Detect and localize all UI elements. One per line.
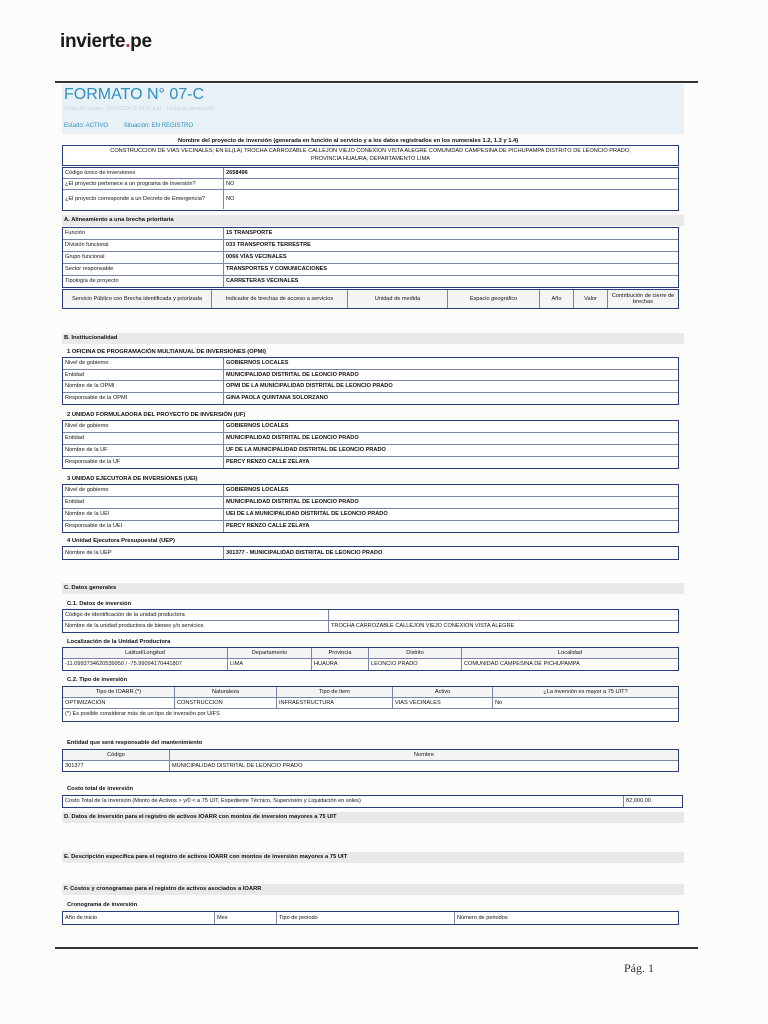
- table-row: [63, 761, 678, 772]
- cell: COMUNIDAD CAMPESINA DE PICHUPAMPA: [464, 661, 580, 668]
- header-cell: Latitud/Longitud: [63, 648, 228, 658]
- table-row: [63, 659, 678, 670]
- header-cell: Indicador de brechas de acceso a servicios: [212, 290, 348, 308]
- bottom-divider: [55, 947, 698, 949]
- row-value: MUNICIPALIDAD DISTRITAL DE LEONCIO PRADO: [226, 371, 359, 378]
- logo-prefix: invierte: [60, 31, 126, 52]
- header-cell: Nombre: [170, 750, 678, 760]
- uei-table: [62, 484, 679, 533]
- table-row: [63, 190, 678, 209]
- cell: HUAURA: [312, 659, 369, 670]
- section-f-header: F. Costos y cronogramas para el registro de activos asociados a IOARR: [62, 884, 684, 895]
- section-c-header: C. Datos generales: [62, 583, 684, 594]
- row-label: Nombre de la unidad productora de bienes y/o servicios: [63, 621, 329, 632]
- table-row: [63, 796, 682, 807]
- estado-text: Estado: ACTIVO: [64, 123, 109, 129]
- header-cell: Servicio Público con Brecha identificada y priorizada: [63, 290, 212, 308]
- table-row: [63, 276, 678, 287]
- table-row: [63, 687, 678, 698]
- header-cell: Código: [63, 750, 170, 760]
- row-value: NO: [226, 196, 235, 203]
- localizacion-title: Localización de la Unidad Productora: [67, 639, 171, 645]
- table-row: [63, 358, 678, 370]
- row-label: Responsable de la UEI: [63, 521, 224, 532]
- table-row: [63, 290, 678, 308]
- project-info-table: [62, 167, 679, 211]
- c1-table: [62, 609, 679, 633]
- header-cell: Tipo de ítem: [277, 687, 393, 697]
- mantenimiento-title: Entidad que será responsable del mantenimiento: [67, 740, 203, 746]
- row-value: 033 TRANSPORTE TERRESTRE: [226, 242, 311, 249]
- row-value: 2658496: [226, 169, 248, 176]
- row-label: Nivel de gobierno: [63, 485, 224, 496]
- cell: LEONCIO PRADO: [369, 659, 462, 670]
- table-row: [63, 457, 678, 468]
- row-value: PERCY RENZO CALLE ZELAYA: [226, 459, 310, 466]
- row-value: 301377 - MUNICIPALIDAD DISTRITAL DE LEONCIO PRADO: [226, 549, 383, 556]
- cell: CONSTRUCCION: [175, 698, 277, 708]
- opmi-table: [62, 357, 679, 405]
- cell: INFRAESTRUCTURA: [277, 698, 393, 708]
- row-label: Entidad: [63, 433, 224, 444]
- localizacion-table: [62, 647, 679, 671]
- section-d-header: D. Datos de inversión para el registro de activos IOARR con montos de inversion mayores a 75 UIT: [62, 812, 684, 823]
- c2-table: [62, 686, 679, 722]
- section-b-header: B. Institucionalidad: [62, 333, 684, 344]
- table-row: [63, 521, 678, 532]
- row-value: MUNICIPALIDAD DISTRITAL DE LEONCIO PRADO: [226, 499, 359, 506]
- row-label: Tipología de proyecto: [63, 276, 224, 287]
- project-name-line1: CONSTRUCCION DE VIAS VECINALES; EN EL(LA) TROCHA CARROZABLE CALLEJON VIEJO CONEXION VISTA ALEGRE COMUNIDAD CAMPESINA DE PICHUPAMPA DISTRITO DE LEONCIO PRADO,: [110, 148, 631, 154]
- uep-title: 4 Unidad Ejecutora Presupuestal (UEP): [67, 538, 175, 544]
- cell: Tipo de periodo: [277, 912, 455, 924]
- row-label: Entidad: [63, 497, 224, 508]
- table-row: [63, 497, 678, 509]
- table-row: [63, 698, 678, 709]
- row-value: TRANSPORTES Y COMUNICACIONES: [226, 266, 328, 273]
- row-value: MUNICIPALIDAD DISTRITAL DE LEONCIO PRADO: [226, 435, 359, 442]
- project-name-box: [62, 145, 679, 166]
- cell: Año de inicio: [63, 912, 215, 924]
- cell: VIAS VECINALES: [393, 698, 493, 708]
- row-value: PERCY RENZO CALLE ZELAYA: [226, 523, 310, 530]
- row-label: ¿El proyecto corresponde a un Decreto de Emergencia?: [63, 190, 224, 209]
- uf-table: [62, 420, 679, 469]
- costo-table: [62, 795, 683, 808]
- header-cell: Contribución de cierre de brechas: [608, 290, 678, 308]
- header-cell: Activo: [393, 687, 493, 697]
- header-cell: Unidad de medida: [348, 290, 448, 308]
- cell: LIMA: [228, 659, 312, 670]
- project-name-label: Nombre del proyecto de inversión (generada en función al servicio y a los datos registrados en los numerales 1.2, 1.3 y 1.4): [178, 138, 519, 144]
- row-label: Sector responsable: [63, 264, 224, 275]
- status-line: [64, 123, 207, 130]
- row-value: GOBIERNOS LOCALES: [226, 487, 289, 494]
- table-row: [63, 393, 678, 404]
- logo-dot: .: [125, 31, 131, 52]
- row-value: GOBIERNOS LOCALES: [226, 360, 289, 367]
- section-a-header: A. Alineamiento a una brecha prioritaria: [62, 215, 684, 226]
- header-cell: Departamento: [228, 648, 312, 658]
- row-label: Función: [63, 228, 224, 239]
- costo-value: 82,000.00: [626, 798, 651, 805]
- header-cell: Tipo de IOARR (*): [63, 687, 175, 697]
- cell: Mes: [215, 912, 277, 924]
- header-cell: Distrito: [369, 648, 462, 658]
- table-row: [63, 421, 678, 433]
- cell: 301377: [63, 761, 170, 772]
- row-label: Nombre de la UF: [63, 445, 224, 456]
- c2-title: C.2. Tipo de inversión: [67, 677, 128, 683]
- brecha-header-table: [62, 289, 679, 309]
- table-row: [63, 252, 678, 264]
- table-row: [63, 648, 678, 659]
- table-row: [63, 228, 678, 240]
- cronograma-title: Cronograma de inversión: [67, 902, 138, 908]
- situacion-text: Situación: EN REGISTRO: [123, 123, 194, 129]
- form-title: FORMATO N° 07-C: [64, 86, 205, 103]
- row-label: Responsable de la UF: [63, 457, 224, 468]
- cell: No: [495, 699, 503, 706]
- page-number: Pág. 1: [624, 961, 654, 975]
- row-label: Nombre de la UEI: [63, 509, 224, 520]
- invierte-logo: [60, 31, 152, 53]
- table-row: [63, 750, 678, 761]
- table-row: [63, 509, 678, 521]
- row-label: ¿El proyecto pertenece a un programa de inversión?: [63, 179, 224, 189]
- table-row: [63, 485, 678, 497]
- header-cell: ¿La inversión es mayor a 75 UIT?: [493, 687, 678, 697]
- uep-table: [62, 546, 679, 560]
- uf-title: 2 UNIDAD FORMULADORA DEL PROYECTO DE INVERSIÓN (UF): [67, 412, 246, 418]
- costo-label: Costo Total de la Inversión (Monto de Activos > y/0 < a 75 UIT, Expediente Técnico, Supervisión y Liquidación en soles): [63, 796, 624, 807]
- row-label: Nivel de gobierno: [63, 421, 224, 432]
- cronograma-table: [62, 911, 679, 925]
- top-divider: [55, 81, 698, 83]
- row-label: División funcional: [63, 240, 224, 251]
- row-value: UEI DE LA MUNICIPALIDAD DISTRITAL DE LEONCIO PRADO: [226, 511, 388, 518]
- cell: OPTIMIZACIÓN: [63, 698, 175, 708]
- row-label: Responsable de la OPMI: [63, 393, 224, 404]
- row-value: GOBIERNOS LOCALES: [226, 423, 289, 430]
- table-row: [63, 610, 678, 621]
- header-cell: Naturaleza: [175, 687, 277, 697]
- footnote: (*) Es posible considerar más de un tipo de inversión por UIFS: [65, 711, 220, 718]
- table-row: [63, 179, 678, 190]
- row-value: [329, 610, 678, 620]
- costo-title: Costo total de inversión: [67, 786, 134, 792]
- cell: -11.0993734620539950 / -75.99094170441807: [63, 659, 228, 670]
- table-row: [63, 264, 678, 276]
- row-label: Grupo funcional: [63, 252, 224, 263]
- row-label: Nombre de la OPMI: [63, 381, 224, 392]
- header-cell: Provincia: [312, 648, 369, 658]
- row-label: Entidad: [63, 370, 224, 381]
- table-row: [63, 547, 678, 559]
- section-e-header: E. Descripción específica para el registro de activos IOARR con montos de inversión mayores a 75 UIT: [62, 852, 684, 863]
- project-name-line2: PROVINCIA HUAURA, DEPARTAMENTO LIMA: [311, 156, 430, 162]
- header-cell: Localidad: [462, 648, 678, 658]
- table-row: [63, 381, 678, 393]
- row-value: OPMI DE LA MUNICIPALIDAD DISTRITAL DE LEONCIO PRADO: [226, 383, 393, 390]
- row-label: Código único de inversiones: [63, 168, 224, 178]
- table-row: [63, 168, 678, 179]
- row-value: UF DE LA MUNICIPALIDAD DISTRITAL DE LEONCIO PRADO: [226, 447, 386, 454]
- table-row: [63, 370, 678, 382]
- row-value: TROCHA CARROZABLE CALLEJON VIEJO CONEXION VISTA ALEGRE: [331, 623, 515, 630]
- row-value: GINA PAOLA QUINTANA SOLORZANO: [226, 394, 329, 401]
- header-cell: Año: [540, 290, 574, 308]
- uei-title: 3 UNIDAD EJECUTORA DE INVERSIONES (UEI): [67, 476, 198, 482]
- mantenimiento-table: [62, 749, 679, 772]
- row-label: Nivel de gobierno: [63, 358, 224, 369]
- cell: Número de periodos: [457, 914, 508, 921]
- table-row: [63, 433, 678, 445]
- opmi-title: 1 OFICINA DE PROGRAMACIÓN MULTIANUAL DE INVERSIONES (OPMI): [67, 349, 266, 355]
- table-row: [63, 621, 678, 632]
- table-row: [63, 709, 678, 720]
- row-label: Código de identificación de la unidad productora: [63, 610, 329, 620]
- row-value: NO: [226, 180, 235, 187]
- row-value: 15 TRANSPORTE: [226, 230, 273, 237]
- table-row: [63, 240, 678, 252]
- registration-dates: Fecha de registro: 13/09/2024 11:54:10 a.m. · Fecha de aprobación:: [64, 106, 216, 112]
- section-a-table: [62, 227, 679, 288]
- cell: MUNICIPALIDAD DISTRITAL DE LEONCIO PRADO: [172, 762, 303, 769]
- row-label: Nombre de la UEP: [63, 547, 224, 559]
- row-value: 0066 VÍAS VECINALES: [226, 254, 287, 261]
- c1-title: C.1. Datos de inversión: [67, 601, 132, 607]
- table-row: [63, 912, 678, 924]
- header-cell: Espacio geográfico: [448, 290, 540, 308]
- table-row: [63, 445, 678, 457]
- logo-suffix: pe: [130, 31, 152, 52]
- row-value: CARRETERAS VECINALES: [226, 278, 299, 285]
- header-cell: Valor: [574, 290, 608, 308]
